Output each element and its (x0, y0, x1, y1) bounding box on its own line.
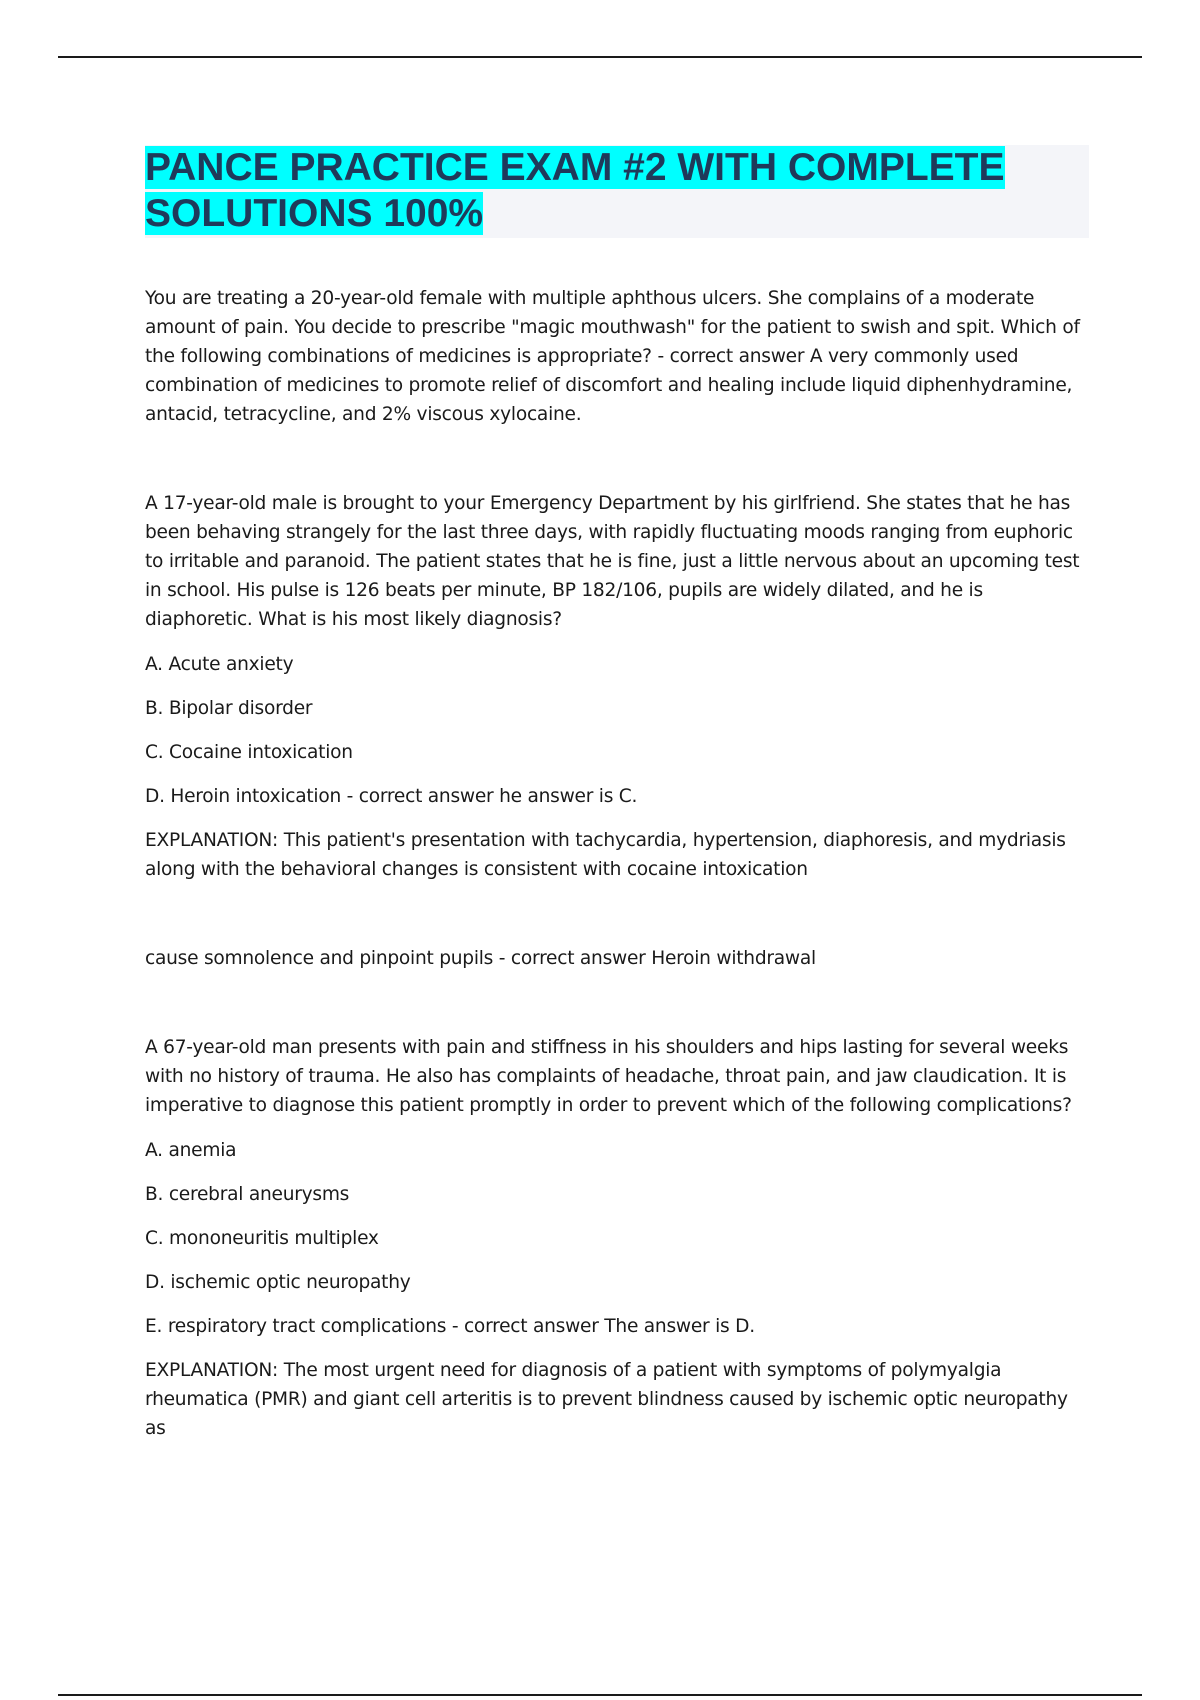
question-2-stem: A 17-year-old male is brought to your Emergency Department by his girlfriend. She states that he has been behaving strangely for the last three days, with rapidly fluctuating moods ranging from euphoric to irritable and paranoid. The patient states that he is fine, just a little nervous about an upcoming test in school. His pulse is 126 beats per minute, BP 182/106, pupils are widely dilated, and he is diaphoretic. What is his most likely diagnosis? (145, 493, 1080, 630)
question-4-stem: A 67-year-old man presents with pain and stiffness in his shoulders and hips lasting for several weeks with no history of trauma. He also has complaints of headache, throat pain, and jaw claudication. It is imperative to diagnose this patient promptly in order to prevent which of the following complications? (145, 1037, 1072, 1116)
question-4-option-d: D. ischemic optic neuropathy (145, 1272, 411, 1293)
question-2-option-a: A. Acute anxiety (145, 654, 294, 675)
question-4-option-e: E. respiratory tract complications - correct answer The answer is D. (145, 1316, 755, 1337)
question-4-option-a: A. anemia (145, 1140, 237, 1161)
document-title (145, 145, 1045, 237)
question-3-text: cause somnolence and pinpoint pupils - correct answer Heroin withdrawal (145, 948, 816, 969)
header-rule (58, 56, 1142, 58)
question-2-option-b: B. Bipolar disorder (145, 698, 313, 719)
title-highlight: PANCE PRACTICE EXAM #2 WITH COMPLETE SOLUTIONS 100% (145, 146, 1005, 235)
footer-rule (58, 1694, 1142, 1696)
document-body (145, 284, 1085, 1443)
question-2-option-c: C. Cocaine intoxication (145, 742, 353, 763)
question-4-option-c: C. mononeuritis multiplex (145, 1228, 379, 1249)
question-2-explanation: EXPLANATION: This patient's presentation with tachycardia, hypertension, diaphoresis, and mydriasis along with the behavioral changes is consistent with cocaine intoxication (145, 830, 1066, 880)
question-1-text: You are treating a 20-year-old female with multiple aphthous ulcers. She complains of a moderate amount of pain. You decide to prescribe "magic mouthwash" for the patient to swish and spit. Which of the following combinations of medicines is appropriate? - correct answer A very commonly used combination of medicines to promote relief of discomfort and healing include liquid diphenhydramine, antacid, tetracycline, and 2% viscous xylocaine. (145, 288, 1080, 425)
question-4-option-b: B. cerebral aneurysms (145, 1184, 350, 1205)
question-4-explanation: EXPLANATION: The most urgent need for diagnosis of a patient with symptoms of polymyalgia rheumatica (PMR) and giant cell arteritis is to prevent blindness caused by ischemic optic neuropathy as (145, 1360, 1068, 1439)
question-2-option-d: D. Heroin intoxication - correct answer he answer is C. (145, 786, 638, 807)
